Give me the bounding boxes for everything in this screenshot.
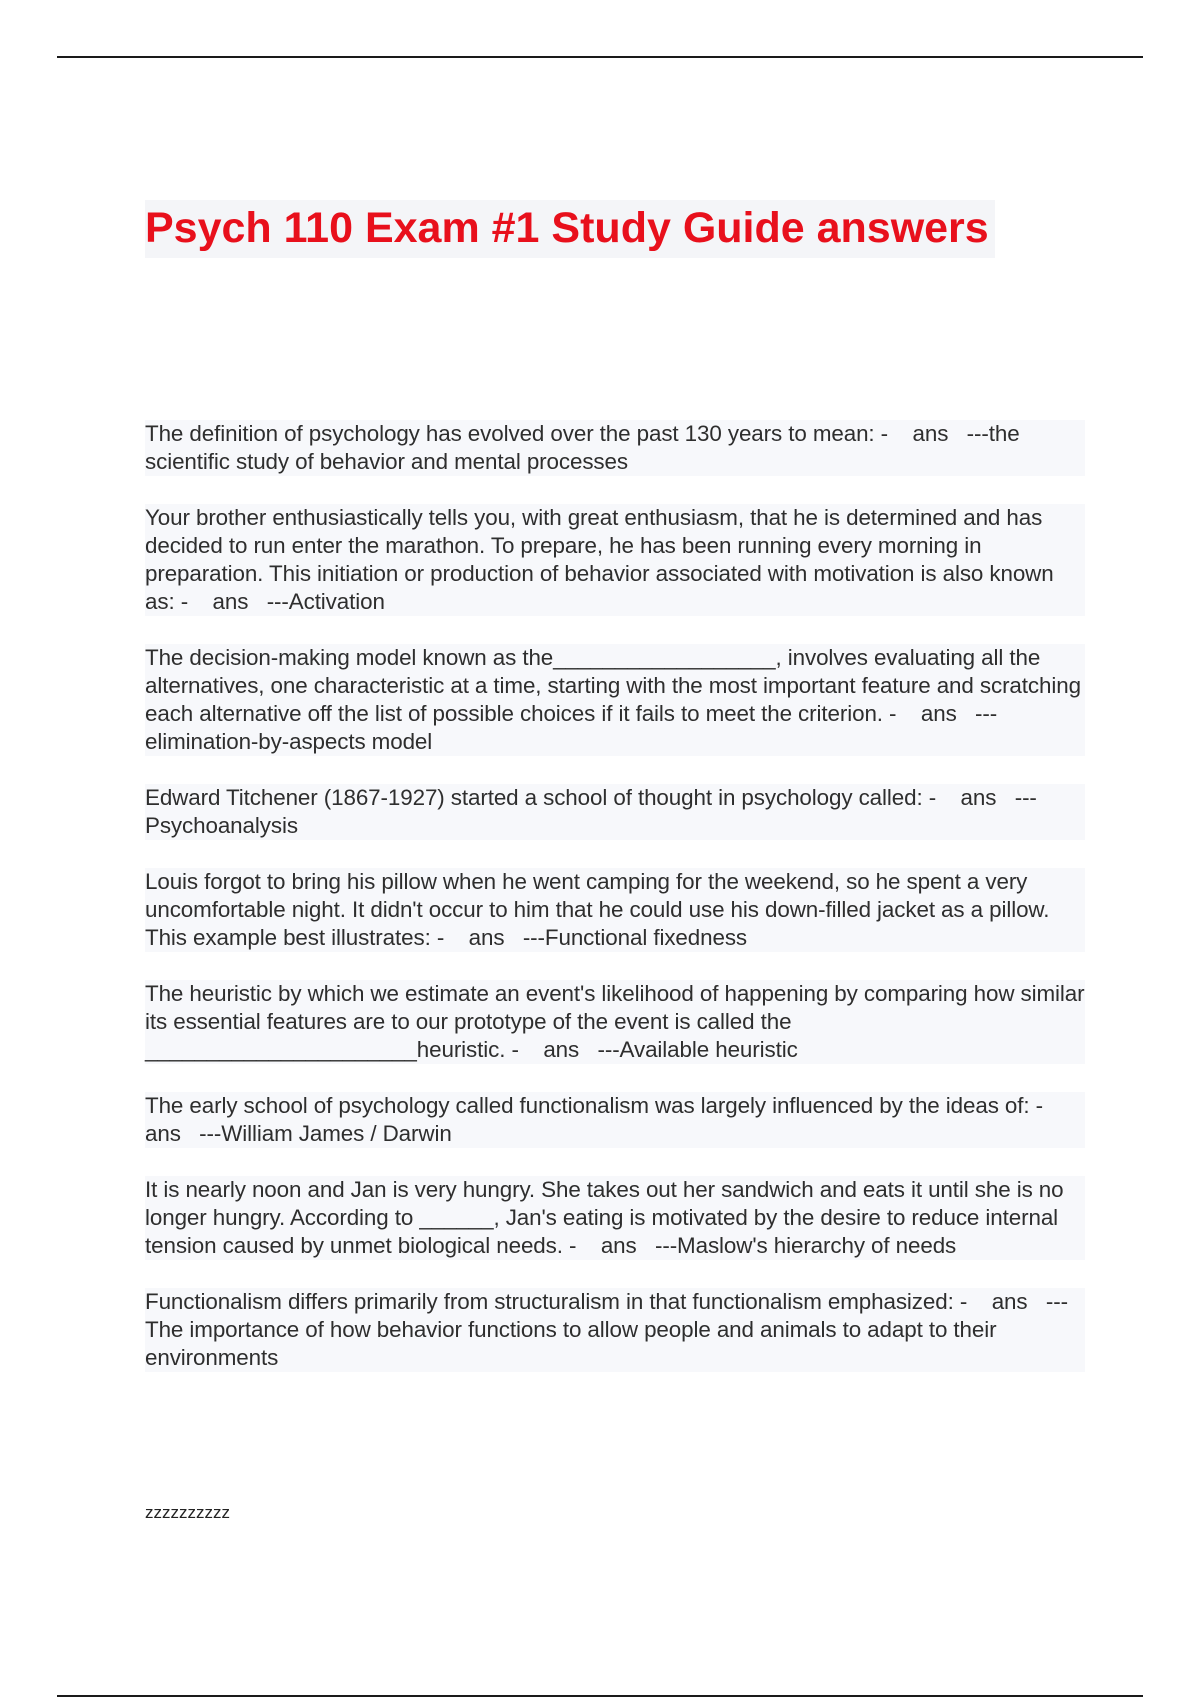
qa-list: [145, 420, 1091, 1400]
bottom-rule: [57, 1695, 1143, 1697]
qa-item: Edward Titchener (1867-1927) started a school of thought in psychology called: - ans ---Psychoanalysis: [145, 784, 1085, 840]
qa-item: Your brother enthusiastically tells you, with great enthusiasm, that he is determined and has decided to run enter the marathon. To prepare, he has been running every morning in preparation. This initiation or production of behavior associated with motivation is also known as: - ans ---Activation: [145, 504, 1085, 616]
qa-item: The heuristic by which we estimate an event's likelihood of happening by comparing how similar its essential features are to our prototype of the event is called the ______________________heuristic. - ans ---Available heuristic: [145, 981, 1091, 1062]
qa-item: The early school of psychology called functionalism was largely influenced by the ideas of: - ans ---William James / Darwin: [145, 1092, 1085, 1148]
top-rule: [57, 56, 1143, 58]
qa-item: The definition of psychology has evolved over the past 130 years to mean: - ans ---the scientific study of behavior and mental processes: [145, 420, 1085, 476]
qa-item: Functionalism differs primarily from structuralism in that functionalism emphasized: - ans ---The importance of how behavior functions to allow people and animals to adapt to their environments: [145, 1288, 1085, 1372]
footer-text: zzzzzzzzzz: [145, 1503, 230, 1522]
qa-item: The decision-making model known as the__________________, involves evaluating all the alternatives, one characteristic at a time, starting with the most important feature and scratching each alternative off the list of possible choices if it fails to meet the criterion. - ans ---elimination-by-aspects model: [145, 645, 1088, 754]
document-title: Psych 110 Exam #1 Study Guide answers: [145, 200, 995, 258]
qa-item: Louis forgot to bring his pillow when he went camping for the weekend, so he spent a very uncomfortable night. It didn't occur to him that he could use his down-filled jacket as a pillow. This example best illustrates: - ans ---Functional fixedness: [145, 868, 1085, 952]
qa-item: It is nearly noon and Jan is very hungry. She takes out her sandwich and eats it until she is no longer hungry. According to ______, Jan's eating is motivated by the desire to reduce internal tension caused by unmet biological needs. - ans ---Maslow's hierarchy of needs: [145, 1176, 1085, 1260]
